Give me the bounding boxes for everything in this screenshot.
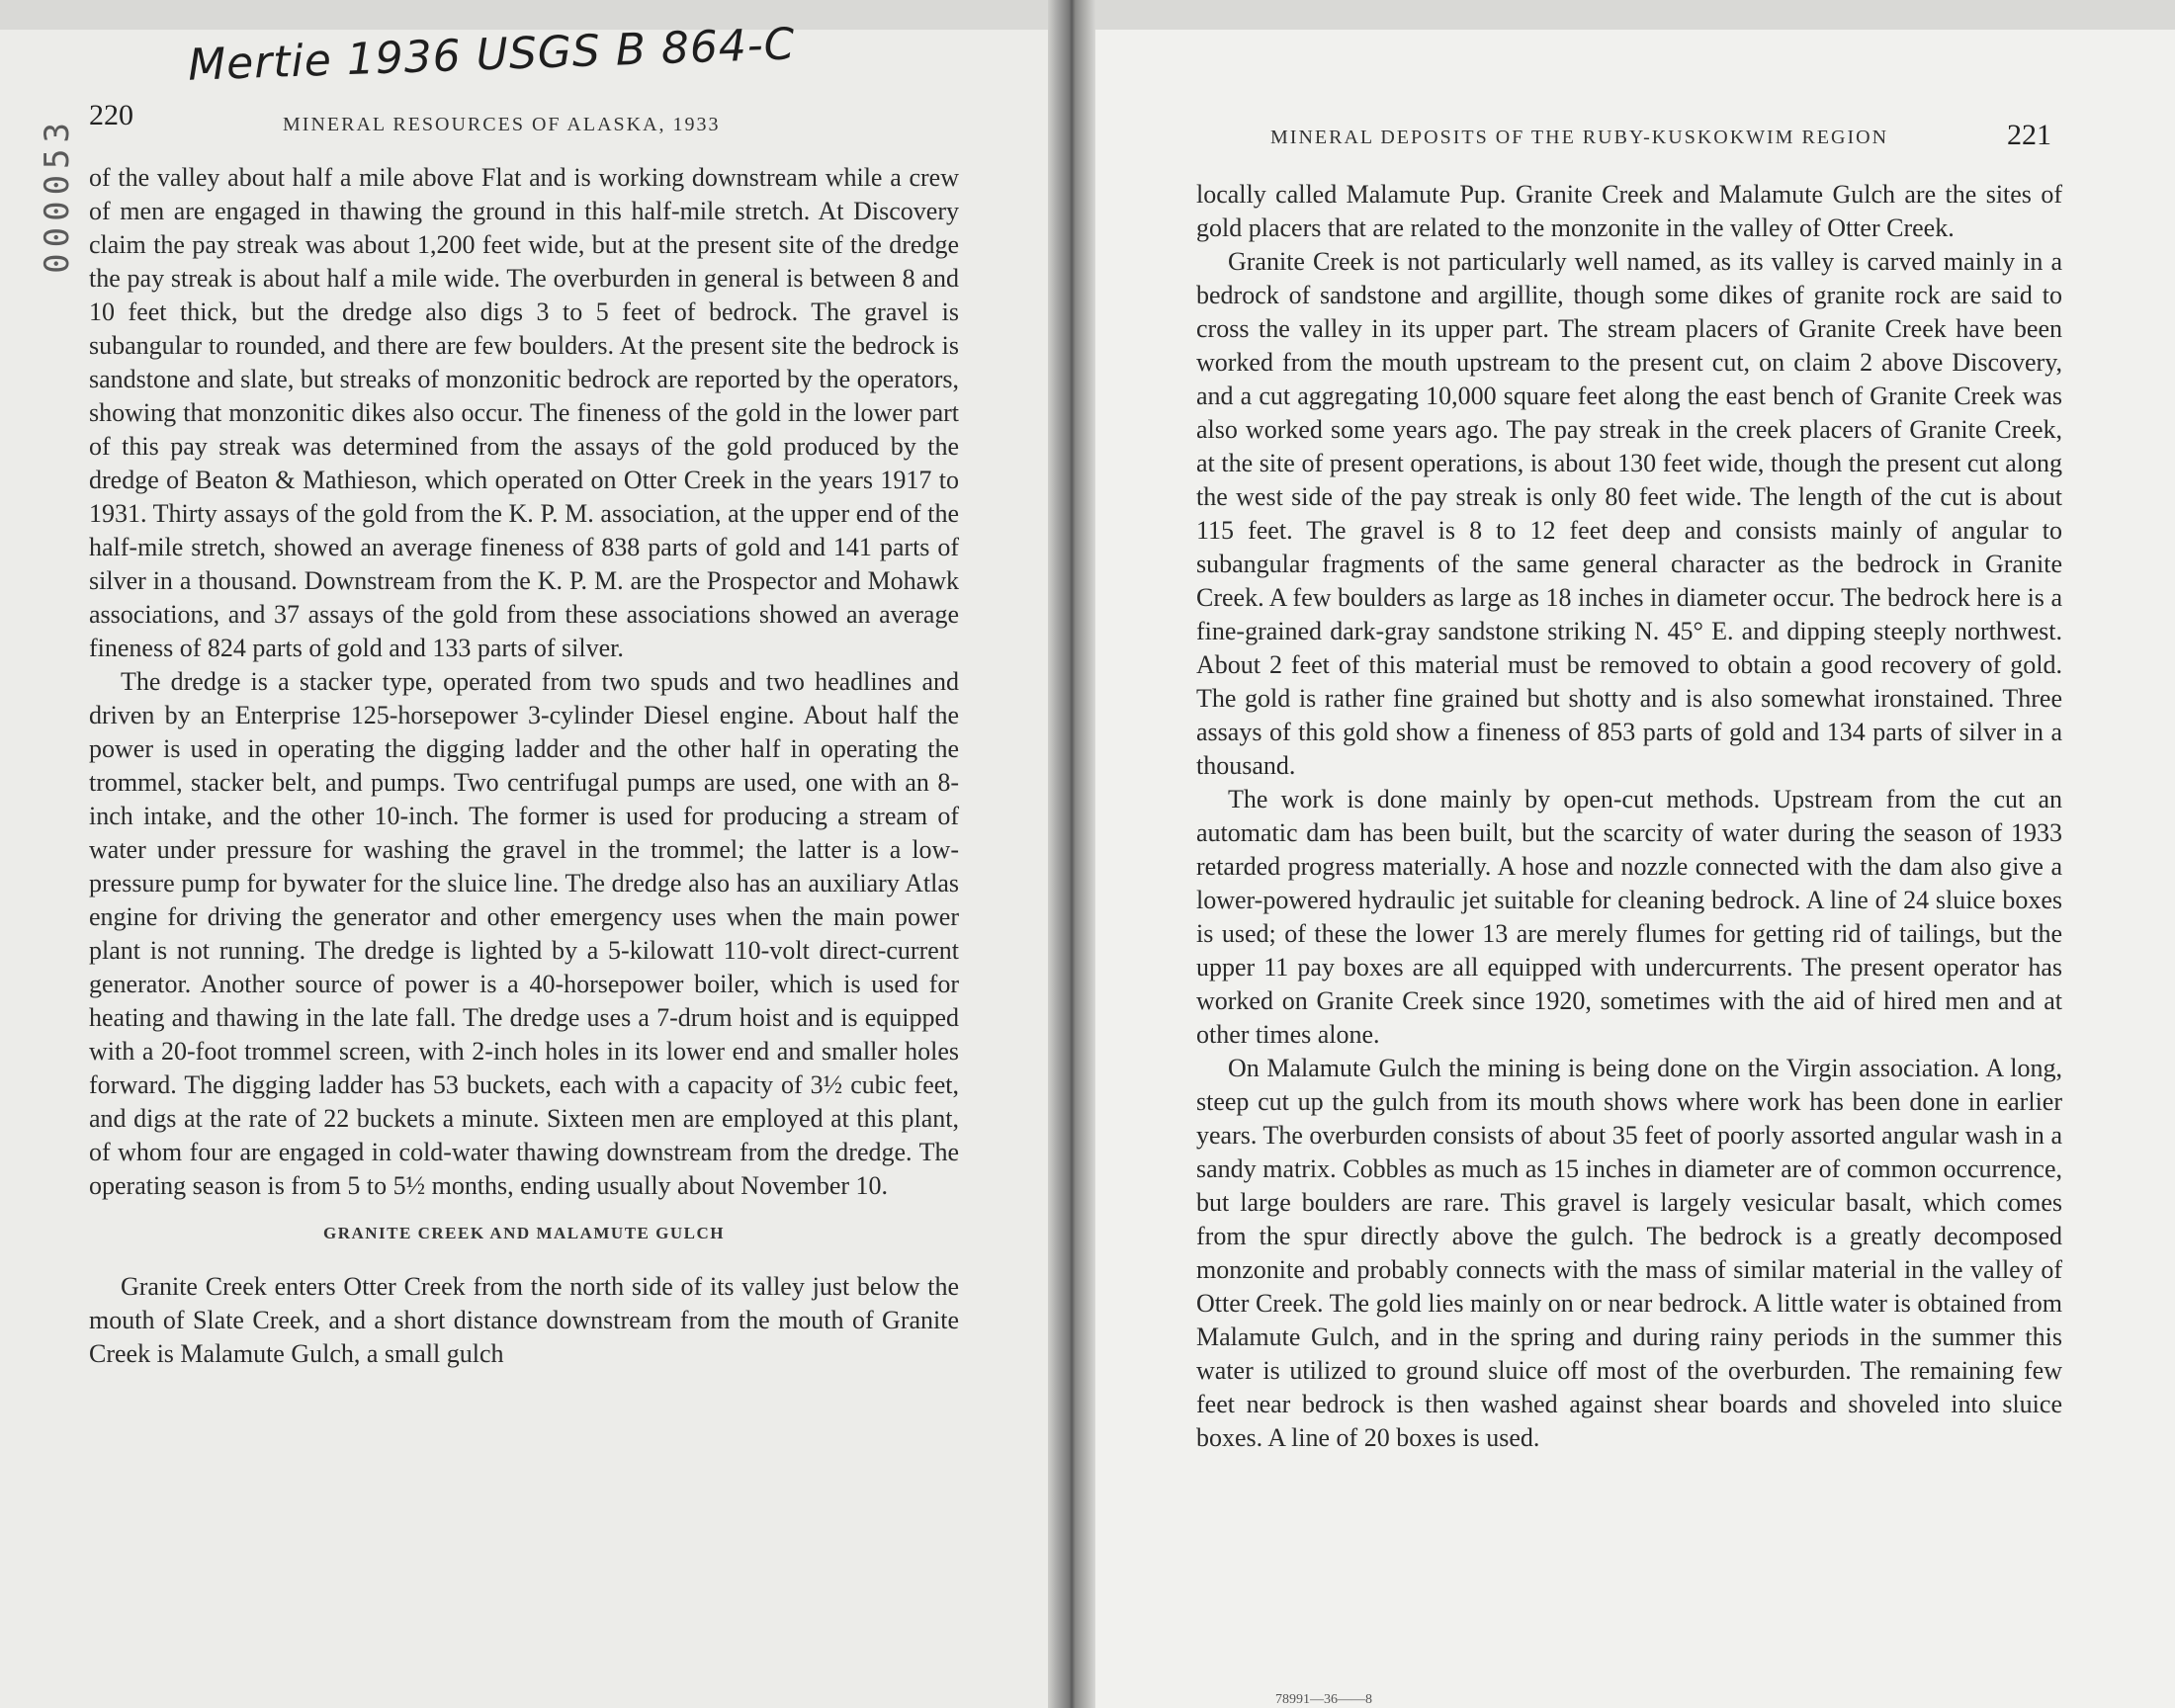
printer-mark: 78991—36——8 (1275, 1692, 1372, 1707)
right-running-head: MINERAL DEPOSITS OF THE RUBY-KUSKOKWIM REGION (1270, 127, 1889, 148)
left-column (89, 161, 959, 1371)
body-paragraph: The dredge is a stacker type, operated from two spuds and two headlines and driven by an Enterprise 125-horsepower 3-cylinder Diesel engine. About half the power is used in operating the digging ladder and the other half in operating the trommel, stacker belt, and pumps. Two centrifugal pumps are used, one with an 8-inch intake, and the other 10-inch. The former is used for producing a stream of water under pressure for washing the gravel in the trommel; the latter is a low-pressure pump for bywater for the sluice line. The dredge also has an auxiliary Atlas engine for driving the generator and other emergency uses when the main power plant is not running. The dredge is lighted by a 5-kilowatt 110-volt direct-current generator. Another source of power is a 40-horsepower boiler, which is used for heating and thawing in the late fall. The dredge uses a 7-drum hoist and is equipped with a 20-foot trommel screen, with 2-inch holes in its lower end and smaller holes forward. The digging ladder has 53 buckets, each with a capacity of 3½ cubic feet, and digs at the rate of 22 buckets a minute. Sixteen men are employed at this plant, of whom four are engaged in cold-water thawing downstream from the dredge. The operating season is from 5 to 5½ months, ending usually about November 10. (89, 667, 959, 1200)
body-paragraph: On Malamute Gulch the mining is being done on the Virgin association. A long, steep cut up the gulch from its mouth shows where work has been done in earlier years. The overburden consists of about 35 feet of poorly assorted angular wash in a sandy matrix. Cobbles as much as 15 inches in diameter are of common occurrence, but large boulders are rare. This gravel is largely vesicular basalt, which comes from the spur directly above the gulch. The bedrock is a greatly decomposed monzonite and probably connects with the mass of similar material in the valley of Otter Creek. The gold lies mainly on or near bedrock. A little water is obtained from Malamute Gulch, and in the spring and during rainy periods in the summer this water is utilized to ground sluice off most of the overburden. The remaining few feet near bedrock is then washed against shear boards and shoveled into sluice boxes. A line of 20 boxes is used. (1196, 1054, 2062, 1452)
body-paragraph: Granite Creek is not particularly well named, as its valley is carved mainly in a bedrock of sandstone and argillite, though some dikes of granite rock are said to cross the valley in its upper part. The stream placers of Granite Creek have been worked from the mouth upstream to the present cut, on claim 2 above Discovery, and a cut aggregating 10,000 square feet along the east bench of Granite Creek was also worked some years ago. The pay streak in the creek placers of Granite Creek, at the site of present operations, is about 130 feet wide, though the present cut along the west side of the pay streak is only 80 feet wide. The length of the cut is about 115 feet. The gravel is 8 to 12 feet deep and consists mainly of angular to subangular fragments of the same general character as the bedrock in Granite Creek. A few boulders as large as 18 inches in diameter occur. The bedrock here is a fine-grained dark-gray sandstone striking N. 45° E. and dipping steeply northwest. About 2 feet of this material must be removed to obtain a good recovery of gold. The gold is rather fine grained but shotty and is also somewhat ironstained. Three assays of this gold show a fineness of 853 parts of gold and 134 parts of silver in a thousand. (1196, 247, 2062, 780)
archive-stamp-number: 000053 (38, 117, 77, 274)
body-paragraph: locally called Malamute Pup. Granite Creek and Malamute Gulch are the sites of gold placers that are related to the monzonite in the valley of Otter Creek. (1196, 180, 2062, 242)
body-paragraph: The work is done mainly by open-cut methods. Upstream from the cut an automatic dam has been built, but the scarcity of water during the season of 1933 retarded progress materially. A hose and nozzle connected with the dam also give a lower-powered hydraulic jet suitable for cleaning bedrock. A line of 24 sluice boxes is used; of these the lower 13 are merely flumes for getting rid of tailings, but the upper 11 pay boxes are all equipped with undercurrents. The present operator has worked on Granite Creek since 1920, sometimes with the aid of hired men and at other times alone. (1196, 785, 2062, 1049)
body-paragraph: Granite Creek enters Otter Creek from the north side of its valley just below the mouth of Slate Creek, and a short distance downstream from the mouth of Granite Creek is Malamute Gulch, a small gulch (89, 1272, 959, 1368)
handwritten-citation: Mertie 1936 USGS B 864-C (187, 19, 797, 91)
body-paragraph: of the valley about half a mile above Flat and is working downstream while a crew of men are engaged in thawing the ground in this half-mile stretch. At Discovery claim the pay streak was about 1,200 feet wide, but at the present site of the dredge the pay streak is about half a mile wide. The overburden in general is between 8 and 10 feet thick, but the dredge also digs 3 to 5 feet of bedrock. The gravel is subangular to rounded, and there are few boulders. At the present site the bedrock is sandstone and slate, but streaks of monzonitic bedrock are reported by the operators, showing that monzonitic dikes also occur. The fineness of the gold in the lower part of this pay streak was determined from the assays of the gold produced by the dredge of Beaton & Mathieson, which operated on Otter Creek in the years 1917 to 1931. Thirty assays of the gold from the K. P. M. association, at the upper end of the half-mile stretch, showed an average fineness of 838 parts of gold and 141 parts of silver in a thousand. Downstream from the K. P. M. are the Prospector and Mohawk associations, and 37 assays of the gold from these associations showed an average fineness of 824 parts of gold and 133 parts of silver. (89, 163, 959, 662)
book-gutter (1048, 0, 1095, 1708)
section-heading: GRANITE CREEK AND MALAMUTE GULCH (323, 1224, 725, 1242)
right-page-number: 221 (2007, 119, 2051, 151)
left-running-head: MINERAL RESOURCES OF ALASKA, 1933 (283, 114, 721, 135)
right-column (1196, 178, 2062, 1455)
left-page-number: 220 (89, 99, 133, 131)
